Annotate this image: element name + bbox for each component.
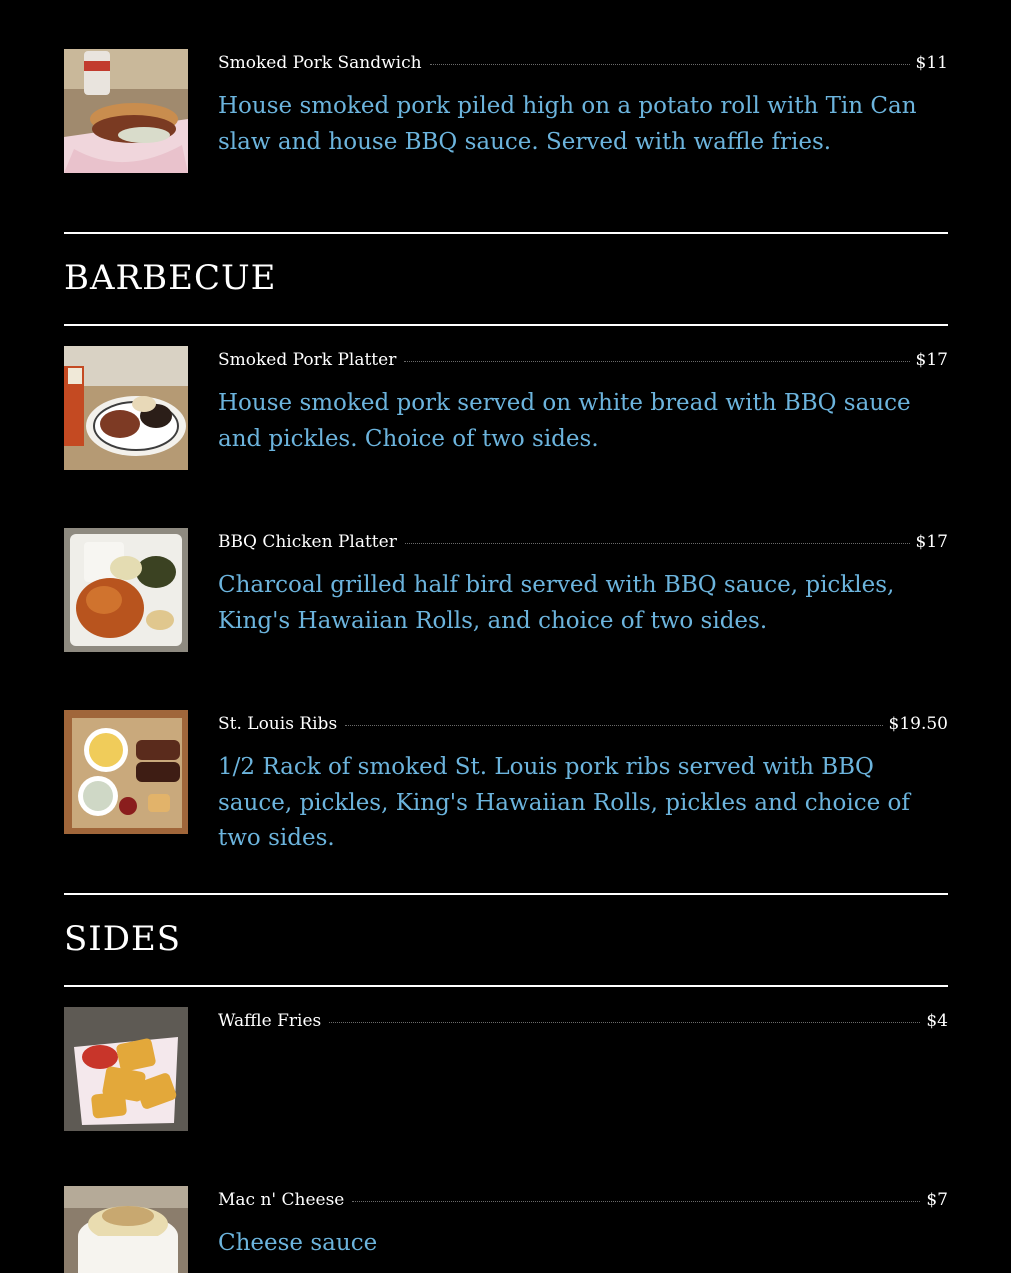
item-header [218,51,948,75]
item-header [218,530,948,554]
item-name: Mac n' Cheese [218,1190,345,1210]
dotted-leader [352,1201,920,1202]
item-header [218,1188,948,1212]
item-header [218,712,948,736]
section-divider-bottom [64,324,948,326]
item-description: Charcoal grilled half bird served with BBQ sauce, pickles, King's Hawaiian Rolls, and choice of two sides. [218,572,895,634]
menu-item-smoked-pork-sandwich[interactable] [64,49,948,173]
section-divider-top [64,232,948,234]
section-title-sides: SIDES [64,919,182,959]
item-price: $17 [915,532,948,552]
pork-platter-photo[interactable] [64,346,188,470]
dotted-leader [430,64,910,65]
section-divider-bottom [64,985,948,987]
dotted-leader [405,543,910,544]
menu-item-waffle-fries[interactable] [64,1007,948,1131]
dotted-leader [404,361,909,362]
item-header [218,348,948,372]
item-header [218,1009,948,1033]
item-price: $17 [915,350,948,370]
ribs-photo[interactable] [64,710,188,834]
item-description: 1/2 Rack of smoked St. Louis pork ribs served with BBQ sauce, pickles, King's Hawaiian Rolls, pickles and choice of two sides. [218,754,910,851]
item-description: House smoked pork served on white bread with BBQ sauce and pickles. Choice of two sides. [218,390,911,452]
menu-item-mac-n-cheese[interactable] [64,1186,948,1273]
chicken-platter-photo[interactable] [64,528,188,652]
mac-n-cheese-photo[interactable] [64,1186,188,1273]
dotted-leader [345,725,882,726]
menu-item-smoked-pork-platter[interactable] [64,346,948,470]
item-price: $4 [926,1011,948,1031]
item-description: House smoked pork piled high on a potato roll with Tin Can slaw and house BBQ sauce. Served with waffle fries. [218,93,917,155]
waffle-fries-photo[interactable] [64,1007,188,1131]
item-description: Cheese sauce [218,1230,378,1256]
section-divider-top [64,893,948,895]
menu-item-bbq-chicken-platter[interactable] [64,528,948,652]
item-name: Smoked Pork Sandwich [218,53,422,73]
menu-item-st-louis-ribs[interactable] [64,710,948,851]
item-name: BBQ Chicken Platter [218,532,397,552]
item-name: Waffle Fries [218,1011,322,1031]
item-name: St. Louis Ribs [218,714,338,734]
item-price: $7 [926,1190,948,1210]
sandwich-photo[interactable] [64,49,188,173]
item-price: $19.50 [888,714,948,734]
item-price: $11 [915,53,948,73]
section-title-barbecue: BARBECUE [64,258,277,298]
dotted-leader [329,1022,920,1023]
item-name: Smoked Pork Platter [218,350,397,370]
